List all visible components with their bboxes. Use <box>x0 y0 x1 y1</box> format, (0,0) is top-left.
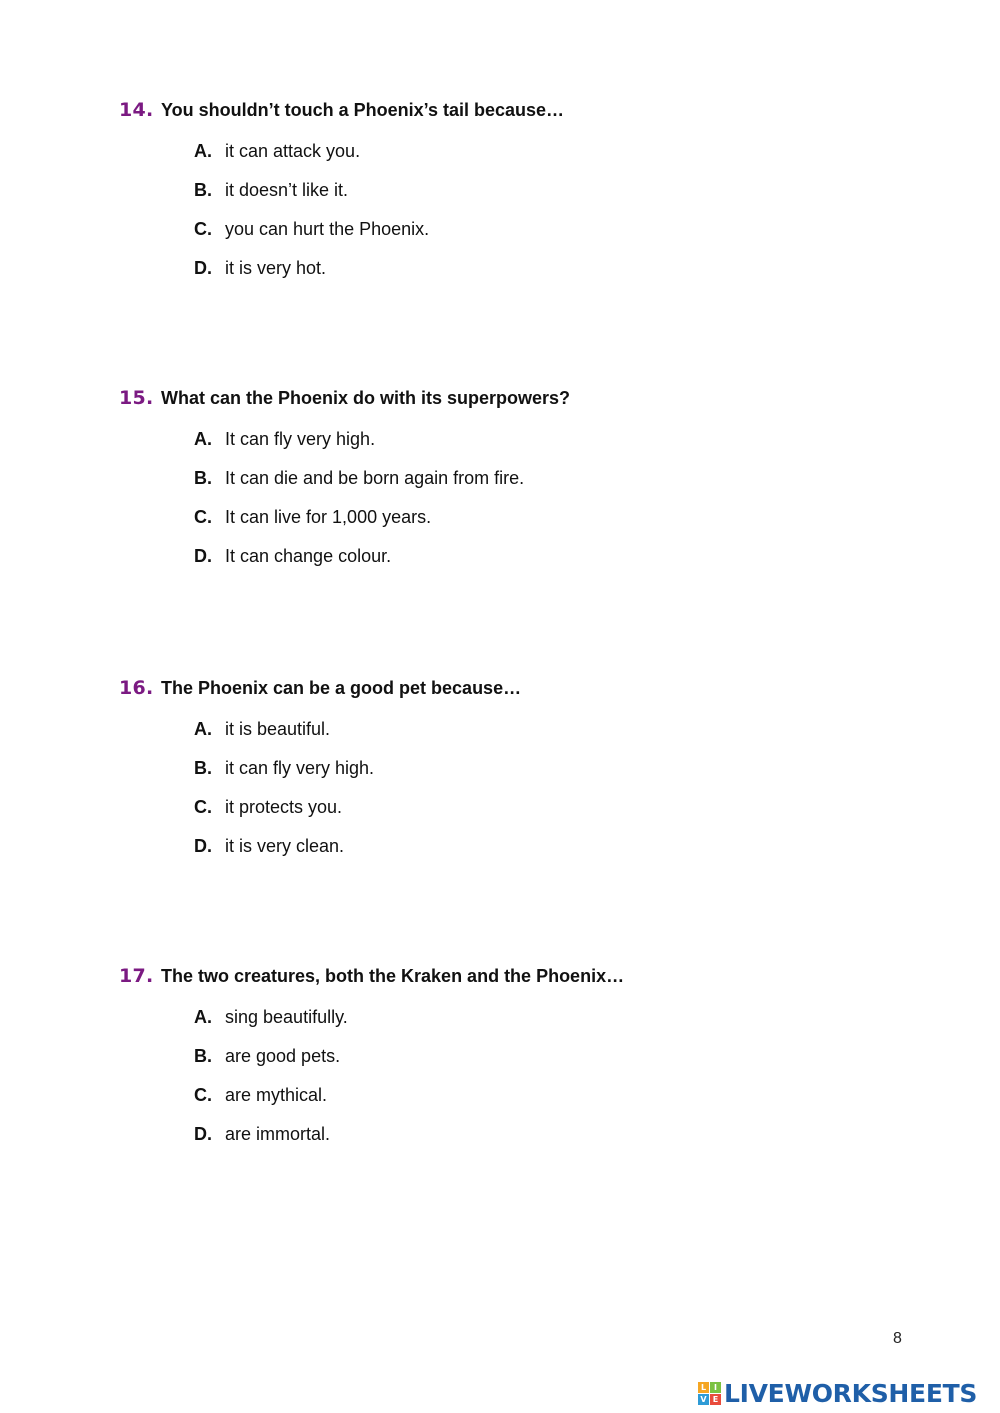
option-d[interactable] <box>194 836 959 875</box>
option-text: are immortal. <box>225 1124 331 1144</box>
option-letter: A. <box>194 429 212 449</box>
option-text: it doesn’t like it. <box>225 180 349 200</box>
question-15 <box>119 387 959 585</box>
question-header <box>119 387 959 411</box>
option-b[interactable] <box>194 468 959 507</box>
question-number: 15. <box>119 387 154 409</box>
option-letter: C. <box>194 797 212 817</box>
option-letter: D. <box>194 1124 212 1144</box>
option-text: it can fly very high. <box>225 758 375 778</box>
question-text: The Phoenix can be a good pet because… <box>161 678 522 698</box>
question-text: The two creatures, both the Kraken and the Phoenix… <box>161 966 625 986</box>
option-a[interactable] <box>194 1007 959 1046</box>
option-letter: B. <box>194 180 212 200</box>
question-header <box>119 677 959 701</box>
logo-tile: V <box>698 1394 709 1405</box>
option-text: are mythical. <box>225 1085 328 1105</box>
option-text: it is very hot. <box>225 258 327 278</box>
option-letter: B. <box>194 1046 212 1066</box>
question-header <box>119 965 959 989</box>
logo-tile: I <box>710 1382 721 1393</box>
option-d[interactable] <box>194 1124 959 1163</box>
option-b[interactable] <box>194 180 959 219</box>
option-letter: D. <box>194 546 212 566</box>
option-c[interactable] <box>194 507 959 546</box>
option-text: you can hurt the Phoenix. <box>225 219 430 239</box>
option-letter: C. <box>194 507 212 527</box>
option-text: It can live for 1,000 years. <box>225 507 432 527</box>
question-header <box>119 99 959 123</box>
question-number: 17. <box>119 965 154 987</box>
option-a[interactable] <box>194 429 959 468</box>
option-letter: A. <box>194 1007 212 1027</box>
question-16 <box>119 677 959 875</box>
question-number: 14. <box>119 99 154 121</box>
option-d[interactable] <box>194 258 959 297</box>
option-letter: A. <box>194 141 212 161</box>
option-a[interactable] <box>194 141 959 180</box>
page-number: 8 <box>893 1330 902 1347</box>
answer-options <box>194 141 959 297</box>
brand-name: LIVEWORKSHEETS <box>724 1378 978 1408</box>
option-letter: B. <box>194 468 212 488</box>
option-c[interactable] <box>194 219 959 258</box>
answer-options <box>194 719 959 875</box>
option-letter: C. <box>194 219 212 239</box>
option-letter: B. <box>194 758 212 778</box>
question-17 <box>119 965 959 1163</box>
option-d[interactable] <box>194 546 959 585</box>
logo-tile: E <box>710 1394 721 1405</box>
option-text: it protects you. <box>225 797 343 817</box>
liveworksheets-brand <box>698 1377 977 1409</box>
option-letter: A. <box>194 719 212 739</box>
option-letter: D. <box>194 836 212 856</box>
answer-options <box>194 1007 959 1163</box>
question-14 <box>119 99 959 297</box>
option-text: sing beautifully. <box>225 1007 348 1027</box>
answer-options <box>194 429 959 585</box>
option-b[interactable] <box>194 1046 959 1085</box>
option-c[interactable] <box>194 1085 959 1124</box>
liveworksheets-logo-icon <box>698 1382 721 1405</box>
option-text: are good pets. <box>225 1046 341 1066</box>
option-letter: D. <box>194 258 212 278</box>
option-text: It can change colour. <box>225 546 392 566</box>
option-text: it is very clean. <box>225 836 345 856</box>
logo-tile: L <box>698 1382 709 1393</box>
option-a[interactable] <box>194 719 959 758</box>
option-text: it is beautiful. <box>225 719 331 739</box>
option-b[interactable] <box>194 758 959 797</box>
question-text: You shouldn’t touch a Phoenix’s tail because… <box>161 100 565 120</box>
option-text: It can fly very high. <box>225 429 376 449</box>
option-text: It can die and be born again from fire. <box>225 468 525 488</box>
option-letter: C. <box>194 1085 212 1105</box>
question-number: 16. <box>119 677 154 699</box>
option-text: it can attack you. <box>225 141 361 161</box>
question-text: What can the Phoenix do with its superpowers? <box>161 388 571 408</box>
option-c[interactable] <box>194 797 959 836</box>
